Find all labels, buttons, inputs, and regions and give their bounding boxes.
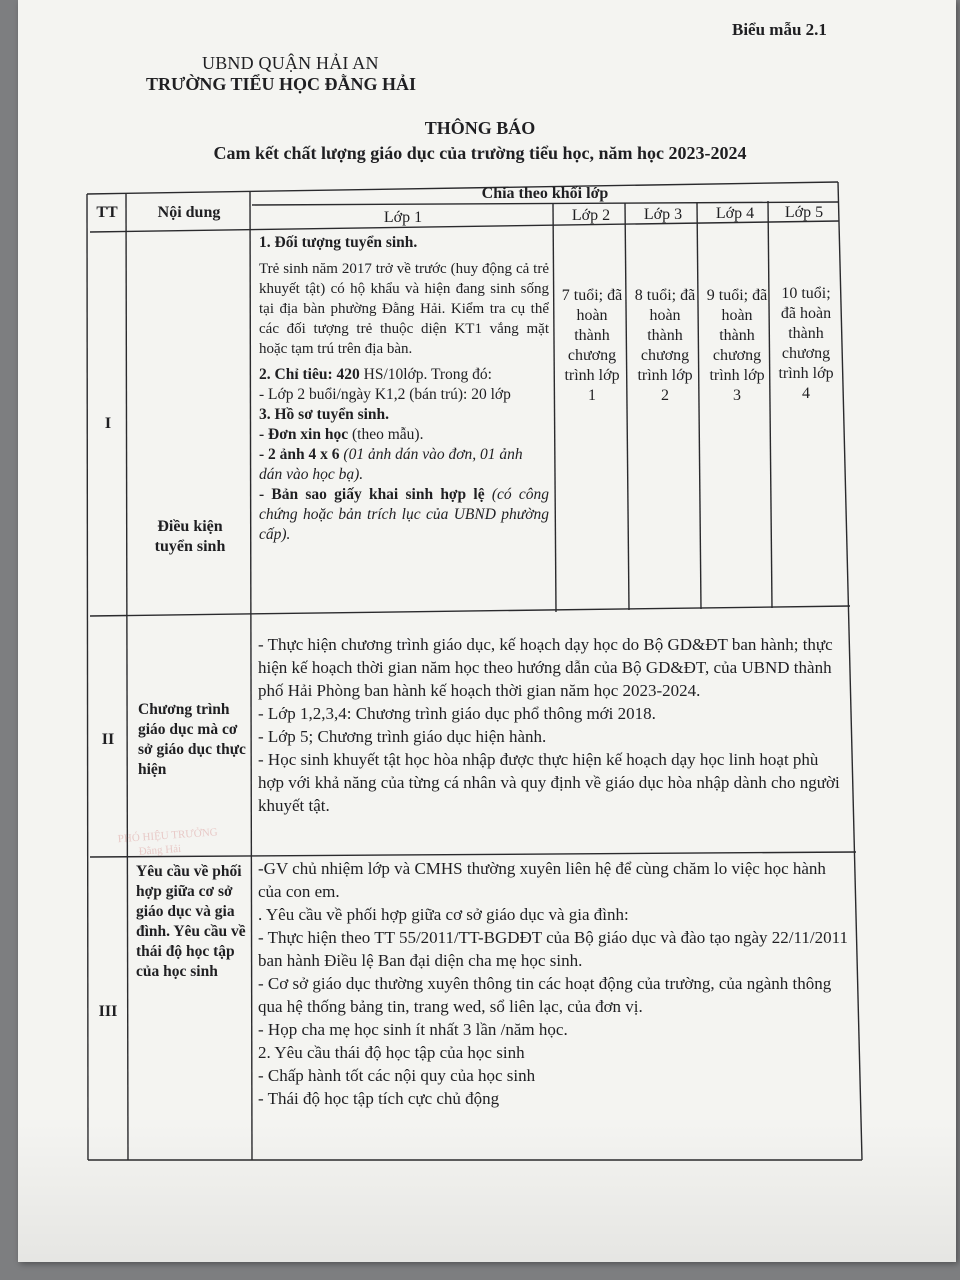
header-grade-2: Lớp 2 (571, 207, 611, 224)
header-content: Nội dung (157, 204, 221, 221)
stamp-line-2: Đằng Hải (138, 842, 182, 858)
admission-target-heading: 1. Đối tượng tuyển sinh. (259, 234, 418, 251)
row-3-content (258, 857, 850, 1110)
admission-target-text: Trẻ sinh năm 2017 trở về trước (huy động cả trẻ khuyết tật) có hộ khẩu và hiện đang sinh sống tại địa bàn phường Đằng Hải. Kiểm tra cụ thể các đối tượng trẻ thuộc diện KT1 vắng mặt hoặc tạm trú trên địa bàn. (259, 261, 549, 357)
doc-1-note: (theo mẫu). (348, 426, 424, 443)
admission-quota-detail: - Lớp 2 buổi/ngày K1,2 (bán trú): 20 lớp (259, 386, 511, 403)
doc-1-title: - Đơn xin học (259, 426, 349, 443)
header-grade-3: Lớp 3 (643, 206, 683, 223)
admission-quota-line (259, 365, 549, 385)
header-grade-5: Lớp 5 (784, 204, 824, 221)
program-line-1: - Thực hiện chương trình giáo dục, kế hoạch dạy học do Bộ GD&ĐT ban hành; thực hiện kế hoạch thời gian năm học theo hướng dẫn của Bộ GD&ĐT, của UBND thành phố Hải Phòng ban hành kế hoạch thời gian năm học 2023-2024. (258, 635, 833, 700)
admission-docs-heading: 3. Hồ sơ tuyển sinh. (259, 406, 390, 423)
row-3-tt: III (98, 1003, 118, 1020)
doc-3-note: (có công chứng hoặc bản trích lục của UBND phường cấp). (259, 486, 549, 543)
cooperation-line-5: - Họp cha mẹ học sinh ít nhất 3 lần /năm học. (258, 1020, 568, 1039)
row-1-grade-5: 10 tuổi; đã hoàn thành chương trình lớp 4 (778, 285, 834, 402)
doc-2-title: - 2 ảnh 4 x 6 (259, 446, 340, 463)
doc-2-note: (01 ảnh dán vào đơn, 01 ảnh dán vào học bạ). (259, 446, 523, 483)
cooperation-line-1: -GV chủ nhiệm lớp và CMHS thường xuyên liên hệ để cùng chăm lo việc học hành của con em. (258, 859, 826, 901)
program-line-2: - Lớp 1,2,3,4: Chương trình giáo dục phổ thông mới 2018. (258, 704, 656, 723)
row-2-content (258, 633, 843, 817)
row-1-grade-1-content (259, 233, 549, 545)
header-grade-4: Lớp 4 (715, 205, 755, 222)
school-name: TRƯỜNG TIỂU HỌC ĐẰNG HẢI (146, 74, 417, 94)
header-grade-1: Lớp 1 (383, 209, 423, 226)
admission-doc-2 (259, 445, 549, 485)
attitude-line-2: - Thái độ học tập tích cực chủ động (258, 1089, 500, 1108)
document-subtitle: Cam kết chất lượng giáo dục của trường tiểu học, năm học 2023-2024 (213, 143, 747, 163)
document-title: THÔNG BÁO (424, 118, 536, 138)
row-2-label: Chương trình giáo dục mà cơ sở giáo dục thực hiện (138, 701, 246, 778)
attitude-line-1: - Chấp hành tốt các nội quy của học sinh (258, 1066, 536, 1085)
header-tt: TT (96, 204, 118, 221)
row-3-label: Yêu cầu về phối hợp giữa cơ sở giáo dục và gia đình. Yêu cầu về thái độ học tập của học sinh (136, 863, 246, 980)
attitude-heading: 2. Yêu cầu thái độ học tập của học sinh (258, 1043, 525, 1062)
row-1-grade-4: 9 tuổi; đã hoàn thành chương trình lớp 3 (706, 287, 768, 404)
admission-quota-rest: HS/10lớp. Trong đó: (359, 366, 492, 383)
admission-doc-1 (259, 425, 549, 445)
cooperation-line-4: - Cơ sở giáo dục thường xuyên thông tin các hoạt động của trường, của ngành thông qua hệ thống bảng tin, trang wed, sổ liên lạc, của đơn vị. (258, 974, 832, 1016)
row-1-grade-2: 7 tuổi; đã hoàn thành chương trình lớp 1 (561, 287, 623, 404)
agency-name: UBND QUẬN HẢI AN (202, 53, 379, 73)
program-line-3: - Lớp 5; Chương trình giáo dục hiện hành. (258, 727, 547, 746)
admission-quota-heading: 2. Chỉ tiêu: 420 (259, 366, 360, 383)
row-1-label: Điều kiện tuyển sinh (154, 518, 226, 555)
form-number: Biểu mẫu 2.1 (732, 20, 827, 39)
row-1-grade-3: 8 tuổi; đã hoàn thành chương trình lớp 2 (634, 287, 696, 404)
doc-3-title: - Bản sao giấy khai sinh hợp lệ (259, 486, 485, 503)
stamp-line-1: PHÓ HIỆU TRƯỞNG (117, 826, 219, 846)
admission-doc-3 (259, 485, 549, 545)
cooperation-line-2: . Yêu cầu về phối hợp giữa cơ sở giáo dục và gia đình: (258, 905, 629, 924)
header-group: Chia theo khối lớp (481, 185, 609, 202)
row-1-tt: I (104, 415, 112, 432)
program-line-4: - Học sinh khuyết tật học hòa nhập được thực hiện kế hoạch dạy học linh hoạt phù hợp với khả năng của từng cá nhân và quy định về giáo dục hòa nhập dành cho người khuyết tật. (258, 750, 840, 815)
cooperation-line-3: - Thực hiện theo TT 55/2011/TT-BGDĐT của Bộ giáo dục và đào tạo ngày 22/11/2011 ban hành Điều lệ Ban đại diện cha mẹ học sinh. (258, 928, 848, 970)
row-2-tt: II (101, 731, 115, 748)
